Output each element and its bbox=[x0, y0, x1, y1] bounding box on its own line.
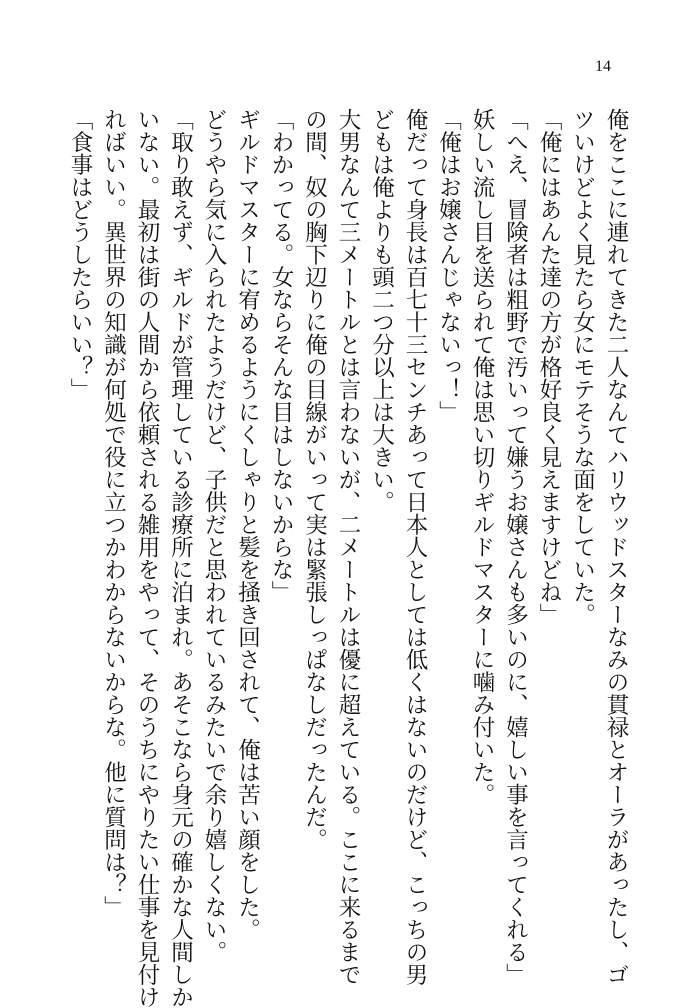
text-line: 「取り敢えず、ギルドが管理している診療所に泊まれ。あそこなら身元の確かな人間しか bbox=[167, 108, 194, 1008]
text-line: どもは俺よりも頭二つ分以上は大きい。 bbox=[368, 108, 395, 513]
text-line: いない。最初は街の人間から依頼される雑用をやって、そのうちにやりたい仕事を見付け bbox=[134, 108, 160, 1008]
text-line: 妖しい流し目を送られて俺は思い切りギルドマスターに噛み付いた。 bbox=[469, 108, 495, 806]
text-line: 「俺にはあんた達の方が格好良く見えますけどね」 bbox=[536, 108, 562, 626]
text-line: 「わかってる。女ならそんな目はしないからな」 bbox=[268, 108, 294, 603]
text-line: 俺をここに連れてきた二人なんてハリウッドスターなみの貫禄とオーラがあったし、ゴ bbox=[603, 108, 629, 986]
page-number: 14 bbox=[595, 58, 611, 75]
text-line: 「俺はお嬢さんじゃないっ！」 bbox=[435, 108, 462, 423]
text-line: 「へえ、冒険者は粗野で汚いって嫌うお嬢さんも多いのに、嬉しい事を言ってくれる」 bbox=[502, 108, 529, 986]
text-line: 大男なんて三メートルとは言わないが、二メートルは優に超えている。ここに来るまで bbox=[335, 108, 361, 986]
text-line: 「食事はどうしたらいい？」 bbox=[67, 108, 93, 401]
text-line: ツいけどよく見たら女にモテそうな面をしていた。 bbox=[569, 108, 596, 626]
text-line: の間、奴の胸下辺りに俺の目線がいって実は緊張しっぱなしだったんだ。 bbox=[301, 108, 328, 851]
text-line: 俺だって身長は百七十三センチあって日本人としては低くはないのだけど、こっちの男 bbox=[402, 108, 428, 986]
text-line: ギルドマスターに宥めるようにくしゃりと髪を掻き回されて、俺は苦い顔をした。 bbox=[234, 108, 261, 941]
text-line: ればいい。異世界の知識が何処で役に立つかわからないからな。他に質問は？」 bbox=[100, 108, 127, 918]
vertical-text-block bbox=[67, 108, 629, 1008]
text-line: どうやら気に入られたようだけど、子供だと思われているみたいで余り嬉しくない。 bbox=[201, 108, 227, 963]
